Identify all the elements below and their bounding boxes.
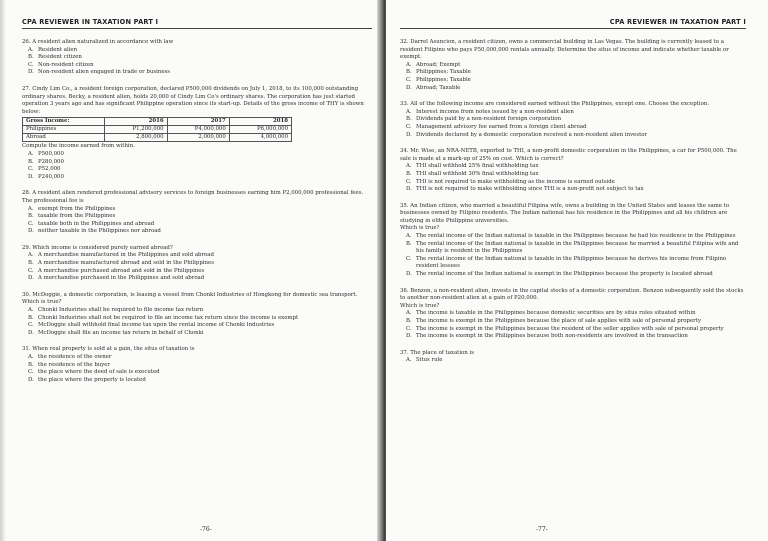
option-text: P280,000 bbox=[38, 158, 64, 165]
answer-option bbox=[28, 206, 372, 214]
option-letter: B. bbox=[406, 116, 412, 123]
option-letter: C. bbox=[406, 255, 412, 262]
option-letter: B. bbox=[406, 240, 412, 247]
question-block bbox=[400, 288, 746, 341]
option-letter: C. bbox=[406, 76, 412, 83]
option-letter: B. bbox=[406, 318, 412, 324]
option-text: Resident alien bbox=[38, 46, 78, 53]
option-letter: D. bbox=[28, 228, 34, 235]
answer-option bbox=[28, 159, 372, 167]
page-number: -77- bbox=[536, 526, 548, 533]
question-prompt: Which is true? bbox=[400, 225, 440, 232]
option-text: Chonki Industries shall not be required to file an income tax return since the income is exempt bbox=[38, 314, 299, 321]
option-text: The income is exempt in the Philippines because the resident of the seller applies with sale of personal property bbox=[416, 325, 724, 332]
option-letter: C. bbox=[28, 369, 34, 376]
answer-option bbox=[406, 318, 746, 326]
page-number: -76- bbox=[200, 526, 212, 533]
question-stem: 35. An Indian citizen, who married a beautiful Filipina wife, owns a building in the United States and leases the same to businesses owned by Filipino residents. The Indian national has his residence in the Philippines and all his children are studying in elite Philippine universities. bbox=[400, 202, 730, 224]
option-text: A merchandise manufactured in the Philippines and sold abroad bbox=[38, 252, 214, 259]
option-letter: A. bbox=[406, 163, 412, 170]
option-letter: D. bbox=[28, 329, 34, 336]
answer-option bbox=[28, 174, 372, 182]
option-letter: C. bbox=[28, 322, 34, 329]
question-stem: 26. A resident alien naturalized in accordance with law bbox=[22, 39, 174, 45]
answer-option bbox=[28, 322, 372, 330]
option-letter: C. bbox=[406, 325, 412, 332]
answer-option bbox=[28, 307, 372, 315]
option-letter: D. bbox=[406, 271, 412, 278]
option-text: Non-resident alien engaged in trade or business bbox=[38, 69, 171, 76]
option-text: THI is not required to make withholding since THI is a non-profit not subject to tax bbox=[416, 186, 644, 193]
question-list bbox=[400, 39, 746, 365]
option-text: A merchandise purchased in the Philippines and sold abroad bbox=[38, 275, 205, 282]
option-letter: B. bbox=[28, 361, 34, 368]
option-letter: A. bbox=[28, 205, 34, 212]
option-text: P240,000 bbox=[38, 173, 64, 180]
answer-option bbox=[28, 54, 372, 62]
question-stem: 33. All of the following income are considered earned without the Philippines, except one. Choose the exception. bbox=[400, 101, 710, 108]
answer-option bbox=[28, 369, 372, 377]
option-text: The rental income of the Indian national is taxable in the Philippines because he had his residence in the Philippines bbox=[416, 233, 736, 240]
option-text: THI shall withhold 25% final withholding tax bbox=[416, 163, 539, 170]
option-letter: A. bbox=[28, 150, 34, 157]
question-stem: 27. Cindy Lim Co., a resident foreign corporation, declared P500,000 dividends on July 1, 2018, to its 100,000 outstanding ordinary shares. Becky, a resident alien, holds 20,000 of Cindy Lim Co's ordinary shares. The corporation has just started operation 3 years ago and has significant Philippine operation since its start-up. Details of the gross income of THY is shown below: bbox=[22, 85, 364, 115]
option-text: McDoggie shall withhold final income tax upon the rental income of Chonki Industries bbox=[38, 322, 275, 329]
question-block bbox=[22, 292, 372, 338]
answer-option bbox=[28, 213, 372, 221]
answer-option bbox=[406, 241, 746, 256]
option-text: The rental income of the Indian national is exempt in the Philippines because the property is located abroad bbox=[416, 271, 713, 278]
answer-option bbox=[406, 85, 746, 93]
option-letter: A. bbox=[28, 252, 34, 259]
option-text: Philippines; Taxable bbox=[416, 69, 471, 76]
option-text: the residence of the buyer bbox=[38, 361, 111, 368]
answer-option bbox=[28, 47, 372, 55]
table-cell: P6,000,000 bbox=[229, 126, 291, 134]
option-letter: C. bbox=[406, 123, 412, 130]
answer-option bbox=[28, 69, 372, 77]
answer-option bbox=[28, 268, 372, 276]
answer-option bbox=[406, 233, 746, 241]
answer-option bbox=[406, 69, 746, 77]
option-text: The income is exempt in the Philippines because both non-residents are involved in the transaction bbox=[416, 333, 688, 340]
option-text: the place where the deed of sale is executed bbox=[38, 369, 160, 376]
option-letter: D. bbox=[28, 275, 34, 282]
right-page bbox=[386, 0, 768, 541]
answer-option bbox=[406, 326, 746, 334]
question-stem: 34. Mr. Wise, an NRA-NETB, exported to THI, a non-profit domestic corporation in the Philippines, a car for P500,000. The sale is made at a mark-up of 25% on cost. Which is correct? bbox=[400, 148, 737, 162]
option-text: neither taxable in the Philippines nor abroad bbox=[38, 228, 161, 235]
table-cell: 2,800,000 bbox=[105, 134, 167, 142]
option-letter: B. bbox=[28, 314, 34, 321]
answer-option bbox=[28, 275, 372, 283]
question-block bbox=[400, 203, 746, 279]
option-text: Dividends paid by a non-resident foreign corporation bbox=[416, 116, 562, 123]
table-cell: P1,200,000 bbox=[105, 126, 167, 134]
option-letter: B. bbox=[28, 158, 34, 165]
question-stem: 28. A resident alien rendered professional advisory services to foreign businesses earning him P2,000,000 professional fees. The professional fee is bbox=[22, 190, 364, 204]
answer-option bbox=[28, 151, 372, 159]
option-text: exempt from the Philippines bbox=[38, 205, 116, 212]
option-text: The income is taxable in the Philippines because domestic securities are by situs rules situated within bbox=[416, 310, 696, 317]
table-cell: 4,000,000 bbox=[229, 134, 291, 142]
answer-option bbox=[406, 171, 746, 179]
option-letter: B. bbox=[28, 260, 34, 267]
table-header-cell: Gross Income: bbox=[23, 118, 105, 126]
option-text: taxable both in the Philippines and abroad bbox=[38, 220, 155, 227]
option-letter: A. bbox=[406, 108, 412, 115]
option-text: Interest income from notes issued by a non-resident alien bbox=[416, 108, 574, 115]
option-text: A merchandise manufactured abroad and sold in the Philippines bbox=[38, 260, 214, 267]
option-text: Dividends declared by a domestic corporation received a non-resident alien investor bbox=[416, 131, 648, 138]
table-header-cell: 2016 bbox=[105, 118, 167, 126]
left-page bbox=[0, 0, 380, 541]
answer-option bbox=[406, 333, 746, 341]
answer-option bbox=[406, 310, 746, 318]
answer-option bbox=[28, 354, 372, 362]
question-prompt: Which is true? bbox=[22, 299, 62, 306]
question-stem: 29. Which income is considered purely earned abroad? bbox=[22, 244, 173, 251]
answer-option bbox=[406, 62, 746, 70]
answer-option bbox=[406, 132, 746, 140]
option-text: P500,000 bbox=[38, 150, 64, 157]
option-text: the place where the property is located bbox=[38, 376, 146, 383]
option-letter: D. bbox=[406, 131, 412, 138]
option-letter: B. bbox=[28, 54, 34, 61]
option-letter: A. bbox=[406, 233, 412, 240]
answer-option bbox=[406, 124, 746, 132]
answer-option bbox=[28, 62, 372, 70]
answer-option bbox=[28, 166, 372, 174]
answer-option bbox=[28, 315, 372, 323]
answer-option bbox=[28, 260, 372, 268]
question-block bbox=[22, 190, 372, 236]
question-prompt: Which is true? bbox=[400, 302, 440, 309]
question-block bbox=[22, 245, 372, 283]
question-stem: 37. The place of taxation is bbox=[400, 349, 474, 356]
question-block bbox=[400, 101, 746, 139]
option-text: the residence of the owner bbox=[38, 354, 112, 360]
question-block bbox=[22, 346, 372, 384]
page-edge-shadow bbox=[0, 0, 6, 541]
option-letter: A. bbox=[406, 357, 412, 364]
option-text: A merchandise purchased abroad and sold in the Philippines bbox=[38, 267, 205, 274]
option-text: Resident citizen bbox=[38, 54, 82, 61]
question-block bbox=[22, 86, 372, 181]
question-stem: 36. Benzon, a non-resident alien, invests in the capital stocks of a domestic corporation. Benzon subsequently sold the stocks to another non-resident alien at a gain of P20,000. bbox=[400, 287, 744, 302]
option-letter: A. bbox=[406, 310, 412, 317]
option-letter: C. bbox=[28, 267, 34, 274]
question-list bbox=[22, 39, 372, 384]
answer-option bbox=[406, 109, 746, 117]
option-text: The income is exempt in the Philippines because the place of sale applies with sale of personal property bbox=[416, 318, 701, 324]
answer-option bbox=[406, 77, 746, 85]
answer-option bbox=[28, 228, 372, 236]
answer-option bbox=[406, 163, 746, 171]
answer-option bbox=[28, 377, 372, 385]
option-letter: C. bbox=[406, 178, 412, 185]
question-block bbox=[22, 39, 372, 77]
question-block bbox=[400, 39, 746, 92]
option-letter: B. bbox=[28, 213, 34, 220]
answer-option bbox=[28, 252, 372, 260]
option-letter: C. bbox=[28, 61, 34, 68]
question-stem: 31. When real property is sold at a gain, the situs of taxation is bbox=[22, 346, 195, 353]
option-letter: D. bbox=[406, 84, 412, 91]
option-text: Situs rule bbox=[416, 357, 443, 364]
table-header-row bbox=[23, 118, 292, 126]
option-letter: D. bbox=[28, 69, 34, 76]
table-cell: Abroad bbox=[23, 134, 105, 142]
question-prompt: Compute the income earned from within. bbox=[22, 143, 135, 150]
question-block bbox=[400, 350, 746, 365]
option-text: The rental income of the Indian national is taxable in the Philippines because he derives his income from Filipino resident lessees bbox=[416, 255, 727, 270]
answer-option bbox=[406, 357, 746, 365]
option-text: McDoggie shall file an income tax return in behalf of Chonki bbox=[38, 329, 204, 336]
table-header-cell: 2018 bbox=[229, 118, 291, 126]
answer-option bbox=[406, 256, 746, 271]
table-header-cell: 2017 bbox=[167, 118, 229, 126]
option-letter: D. bbox=[28, 376, 34, 383]
table-cell: P4,000,000 bbox=[167, 126, 229, 134]
option-text: Non-resident citizen bbox=[38, 61, 94, 68]
option-text: Abroad; Exempt bbox=[416, 61, 461, 68]
option-letter: D. bbox=[406, 186, 412, 193]
answer-option bbox=[28, 330, 372, 338]
option-letter: A. bbox=[28, 307, 34, 314]
option-text: Chonki Industries shall be required to file income tax return bbox=[38, 307, 204, 314]
option-letter: C. bbox=[28, 166, 34, 173]
gross-income-table bbox=[22, 117, 292, 142]
option-letter: A. bbox=[406, 61, 412, 68]
option-letter: D. bbox=[406, 333, 412, 340]
table-cell: Philippines bbox=[23, 126, 105, 134]
page-header: CPA REVIEWER IN TAXATION PART I bbox=[22, 18, 372, 29]
option-letter: B. bbox=[406, 69, 412, 76]
table-row bbox=[23, 126, 292, 134]
option-text: Philippines; Taxable bbox=[416, 76, 471, 83]
answer-option bbox=[28, 221, 372, 229]
question-block bbox=[400, 148, 746, 194]
option-letter: D. bbox=[28, 173, 34, 180]
option-text: THI shall withhold 30% final withholding tax bbox=[416, 170, 539, 177]
option-text: THI is not required to make withholding as the income is earned outside bbox=[416, 178, 615, 185]
answer-option bbox=[406, 186, 746, 194]
page-header: CPA REVIEWER IN TAXATION PART I bbox=[400, 18, 746, 29]
question-stem: 30. McDoggie, a domestic corporation, is leasing a vessel from Chonki Industries of Hongkong for domestic sea transport. bbox=[22, 291, 358, 298]
option-letter: A. bbox=[28, 46, 34, 53]
option-letter: A. bbox=[28, 354, 34, 360]
answer-option bbox=[28, 362, 372, 370]
option-text: Management advisory fee earned from a foreign client abroad bbox=[416, 123, 587, 130]
table-row bbox=[23, 134, 292, 142]
option-text: taxable from the Philippines bbox=[38, 213, 116, 220]
option-letter: C. bbox=[28, 220, 34, 227]
option-letter: B. bbox=[406, 170, 412, 177]
option-text: P52,000 bbox=[38, 166, 61, 173]
answer-option bbox=[406, 179, 746, 187]
question-stem: 32. Darrel Asuncion, a resident citizen, owns a commercial building in Las Vegas. The building is currently leased to a resident Filipino who pays P50,000,000 rentals annually. Determine the situs of income and indicate whether taxable or exempt. bbox=[400, 39, 729, 61]
answer-option bbox=[406, 116, 746, 124]
option-text: Abroad; Taxable bbox=[416, 84, 461, 91]
table-cell: 2,000,000 bbox=[167, 134, 229, 142]
option-text: The rental income of the Indian national is taxable in the Philippines because he married a beautiful Filipina wife and his family is resident in the Philippines bbox=[416, 240, 739, 255]
answer-option bbox=[406, 271, 746, 279]
